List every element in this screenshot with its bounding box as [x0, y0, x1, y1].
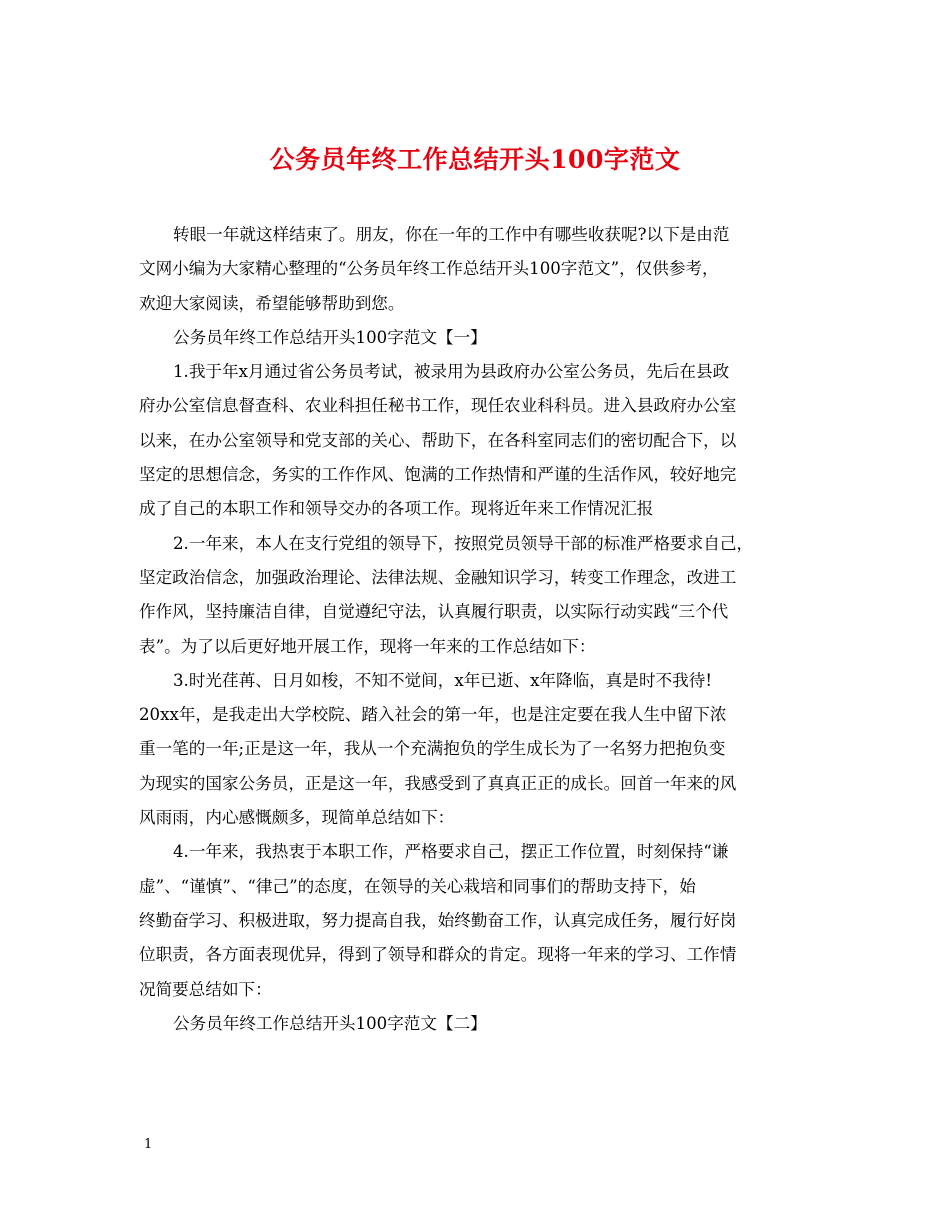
text-line: 欢迎大家阅读，希望能够帮助到您。	[139, 293, 405, 313]
item-2-paragraph	[139, 527, 817, 664]
text-line: 2.一年来，本人在支行党组的领导下，按照党员领导干部的标准严格要求自己，	[173, 533, 754, 553]
document-body	[139, 218, 817, 1041]
text-line: 风雨雨，内心感慨颇多，现简单总结如下：	[139, 808, 455, 828]
section-heading-1	[139, 321, 817, 355]
item-4-paragraph	[139, 835, 817, 1006]
section-heading-text: 公务员年终工作总结开头100字范文【一】	[173, 327, 487, 347]
text-line: 1.我于年x月通过省公务员考试，被录用为县政府办公室公务员，先后在县政	[173, 362, 730, 382]
text-line: 表”。为了以后更好地开展工作，现将一年来的工作总结如下：	[139, 636, 596, 656]
text-line: 坚定政治信念，加强政治理论、法律法规、金融知识学习，转变工作理念，改进工	[139, 567, 737, 587]
text-line: 3.时光荏苒、日月如梭，不知不觉间，x年已逝、x年降临，真是时不我待!	[173, 670, 713, 690]
text-line: 以来，在办公室领导和党支部的关心、帮助下，在各科室同志们的密切配合下，以	[139, 430, 737, 450]
text-line: 府办公室信息督查科、农业科担任秘书工作，现任农业科科员。进入县政府办公室	[139, 396, 737, 416]
text-line: 位职责，各方面表现优异，得到了领导和群众的肯定。现将一年来的学习、工作情	[139, 945, 737, 965]
text-line: 20xx年，是我走出大学校院、踏入社会的第一年，也是注定要在我人生中留下浓	[139, 705, 727, 725]
text-line: 转眼一年就这样结束了。朋友，你在一年的工作中有哪些收获呢?以下是由范	[173, 225, 730, 244]
text-line: 重一笔的一年;正是这一年，我从一个充满抱负的学生成长为了一名努力把抱负变	[139, 739, 726, 759]
text-line: 作作风，坚持廉洁自律，自觉遵纪守法，认真履行职责，以实际行动实践“三个代	[139, 602, 729, 622]
item-1-paragraph	[139, 355, 817, 526]
text-line: 文网小编为大家精心整理的“公务员年终工作总结开头100字范文”，仅供参考，	[139, 259, 719, 279]
section-heading-text: 公务员年终工作总结开头100字范文【二】	[173, 1013, 487, 1033]
text-line: 成了自己的本职工作和领导交办的各项工作。现将近年来工作情况汇报	[139, 499, 654, 519]
document-title: 公务员年终工作总结开头100字范文	[269, 145, 681, 174]
intro-paragraph	[139, 218, 817, 321]
text-line: 4.一年来，我热衷于本职工作，严格要求自己，摆正工作位置，时刻保持“谦	[173, 842, 729, 862]
text-line: 终勤奋学习、积极进取，努力提高自我，始终勤奋工作，认真完成任务，履行好岗	[139, 910, 737, 930]
text-line: 况简要总结如下：	[139, 979, 272, 999]
text-line: 坚定的思想信念，务实的工作作风、饱满的工作热情和严谨的生活作风，较好地完	[139, 465, 737, 485]
text-line: 为现实的国家公务员，正是这一年，我感受到了真真正正的成长。回首一年来的风	[139, 773, 737, 793]
page-number: 1	[144, 1137, 153, 1152]
item-3-paragraph	[139, 664, 817, 835]
text-line: 虚”、“谨慎”、“律己”的态度，在领导的关心栽培和同事们的帮助支持下，始	[139, 876, 696, 896]
section-heading-2	[139, 1007, 817, 1041]
